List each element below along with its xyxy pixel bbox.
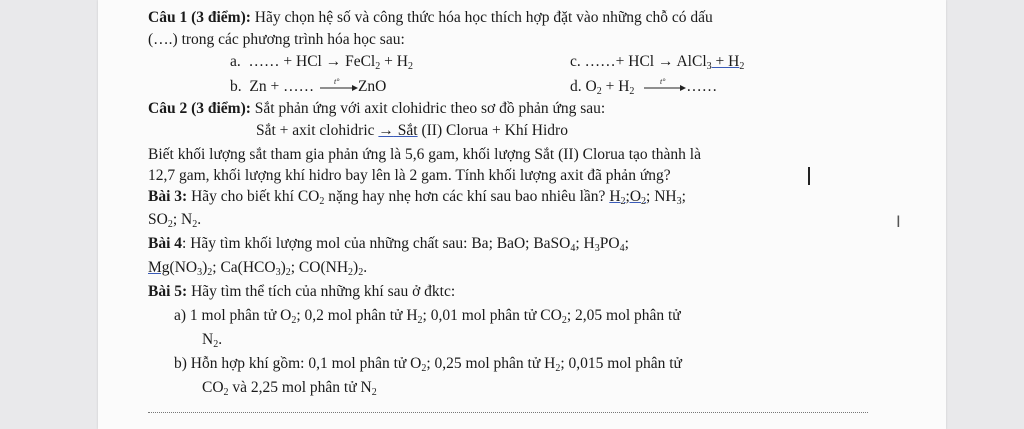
q2-line4: 12,7 gam, khối lượng khí hidro bay lên là 2 gam. Tính khối lượng axit đã phản ứng? xyxy=(148,167,671,184)
b3-text1b: nặng hay nhẹ hơn các khí sau bao nhiêu lần? xyxy=(324,188,610,205)
b5-b1: Hỗn hợp khí gồm: 0,1 mol phân tử O xyxy=(186,355,422,372)
b4-line1 xyxy=(148,234,629,254)
b4-text1c: PO xyxy=(599,235,620,252)
q2-scheme-right2: (II) Clorua + Khí Hidro xyxy=(417,122,568,139)
q1-d-eq2: + H xyxy=(601,78,630,95)
b3-end2: . xyxy=(197,211,202,228)
reaction-arrow-b xyxy=(318,76,358,97)
b4-s3: 3 xyxy=(275,267,281,278)
b5-b-line1 xyxy=(174,354,682,374)
q1-b-label: b. xyxy=(230,78,242,95)
b4-text1: : Hãy tìm khối lượng mol của những chất sau: Ba; BaO; BaSO xyxy=(182,235,571,252)
q1-eq-d xyxy=(570,76,717,97)
b5-a2s: 2 xyxy=(417,315,423,326)
q1-d-label: d. xyxy=(570,78,582,95)
b3-line1 xyxy=(148,187,686,207)
b3-nh3-sub: 3 xyxy=(676,196,682,207)
b5-b1s: 2 xyxy=(421,363,427,374)
b5-a3: ; 0,01 mol phân tử CO xyxy=(422,307,562,324)
q1-a-eq: …… + HCl → FeCl xyxy=(248,53,376,70)
b4-mg: Mg xyxy=(148,259,170,276)
b4-s1: 3 xyxy=(197,267,203,278)
q1-eq-c xyxy=(570,52,744,72)
b5-b5s: 2 xyxy=(371,387,377,398)
b5-text1: Hãy tìm thể tích của những khí sau ở đktc: xyxy=(187,283,456,300)
b3-end1: ; xyxy=(681,188,686,205)
q1-a-tail: + H xyxy=(380,53,408,70)
b5-a1s: 2 xyxy=(291,315,297,326)
b3-o2-sub: 2 xyxy=(641,196,647,207)
b5-a-line1 xyxy=(174,306,681,326)
b4-text1b: ; H xyxy=(575,235,595,252)
b5-b4s: 2 xyxy=(223,387,229,398)
b3-so2: SO xyxy=(148,211,168,228)
b5-a3s: 2 xyxy=(561,315,567,326)
b5-title: Bài 5: xyxy=(148,283,188,300)
b4-s2: 2 xyxy=(207,267,213,278)
b3-n2: ; N xyxy=(172,211,193,228)
q2-line1 xyxy=(148,99,605,119)
b3-o2: ;O xyxy=(625,188,642,205)
b3-n2-sub: 2 xyxy=(192,219,198,230)
b4-s6: 2 xyxy=(358,267,364,278)
b5-b5: và 2,25 mol phân tử N xyxy=(228,379,372,396)
b4-s4: 2 xyxy=(285,267,291,278)
q1-d-sub1: 2 xyxy=(596,86,602,97)
b5-a-label: a) xyxy=(174,307,187,324)
text-caret xyxy=(808,167,810,185)
q1-d-eq1: O xyxy=(585,78,597,95)
arrow-mark-b: t° xyxy=(333,77,340,86)
q1-d-sub2: 2 xyxy=(629,86,635,97)
b5-b4: CO xyxy=(202,379,224,396)
b4-text2d: ) xyxy=(280,259,286,276)
b3-line2 xyxy=(148,210,201,230)
b5-a2: ; 0,2 mol phân tử H xyxy=(296,307,418,324)
b5-b2: ; 0,25 mol phân tử H xyxy=(426,355,556,372)
q2-text1: Sắt phản ứng với axit clohidric theo sơ đồ phản ứng sau: xyxy=(250,100,606,117)
q1-eq-a xyxy=(230,52,413,72)
q1-a-sub: 2 xyxy=(375,61,381,72)
svg-text:t°: t° xyxy=(660,77,666,86)
q1-line2: (….) trong các phương trình hóa học sau: xyxy=(148,31,405,48)
q1-c-sub: 3 xyxy=(706,61,712,72)
b5-b-line2 xyxy=(202,378,377,398)
q1-eq-b xyxy=(230,76,386,97)
b5-a6: . xyxy=(218,331,223,348)
q1-c-eq: ……+ HCl → AlCl xyxy=(584,53,707,70)
q1-d-tail: …… xyxy=(686,78,718,95)
b3-text1: Hãy cho biết khí CO xyxy=(187,188,320,205)
b5-a1: 1 mol phân tử O xyxy=(186,307,292,324)
q1-c-sub2: 2 xyxy=(739,61,745,72)
b4-text2a: (NO xyxy=(169,259,198,276)
b4-line2 xyxy=(148,258,367,278)
q2-scheme-left: Sắt + axit clohidric xyxy=(256,122,379,139)
b4-title: Bài 4 xyxy=(148,235,183,252)
q1-a-label: a. xyxy=(230,53,241,70)
b4-text2f: ) xyxy=(353,259,359,276)
b5-a4: ; 2,05 mol phân tử xyxy=(566,307,681,324)
q2-scheme-arrow: → xyxy=(378,122,394,139)
b4-text2g: . xyxy=(363,259,368,276)
b5-a5s: 2 xyxy=(213,339,219,350)
b4-s5: 2 xyxy=(348,267,354,278)
reaction-arrow-d xyxy=(638,76,686,97)
q2-line3: Biết khối lượng sắt tham gia phản ứng là 5,6 gam, khối lượng Sắt (II) Clorua tạo thành là xyxy=(148,146,701,163)
b5-b-label: b) xyxy=(174,355,187,372)
text-cursor-icon: I xyxy=(896,212,901,231)
b4-text2b: ) xyxy=(202,259,208,276)
q1-text1: Hãy chọn hệ số và công thức hóa học thích hợp đặt vào những chỗ có dấu xyxy=(250,9,713,26)
q1-line1 xyxy=(148,8,713,28)
q1-title: Câu 1 (3 điểm): xyxy=(148,9,251,26)
b3-nh3: ; NH xyxy=(646,188,677,205)
b3-so2-sub: 2 xyxy=(167,219,173,230)
b4-sub2: 3 xyxy=(594,243,600,254)
b4-sub1: 4 xyxy=(570,243,576,254)
q1-c-tail: + H xyxy=(711,53,740,70)
q2-title: Câu 2 (3 điểm): xyxy=(148,100,251,117)
b5-b3: ; 0,015 mol phân tử xyxy=(560,355,682,372)
q1-b-eq: Zn + …… xyxy=(249,78,315,95)
q1-b-product: ZnO xyxy=(357,78,387,95)
b3-title: Bài 3: xyxy=(148,188,188,205)
b4-text2e: ; CO(NH xyxy=(290,259,349,276)
b3-h2: H xyxy=(609,188,621,205)
b5-a-line2 xyxy=(202,330,222,350)
b5-line1 xyxy=(148,282,455,302)
b3-co2-sub: 2 xyxy=(319,196,325,207)
b4-sub3: 4 xyxy=(619,243,625,254)
b4-text1d: ; xyxy=(624,235,629,252)
b5-b2s: 2 xyxy=(555,363,561,374)
q1-c-label: c. xyxy=(570,53,581,70)
b4-text2c: ; Ca(HCO xyxy=(212,259,276,276)
q1-a-sub2: 2 xyxy=(407,61,413,72)
b3-h2-sub: 2 xyxy=(620,196,626,207)
b5-a5: N xyxy=(202,331,214,348)
q2-scheme xyxy=(256,121,568,141)
dotted-divider xyxy=(148,412,868,413)
q2-scheme-right1: Sắt xyxy=(393,122,418,139)
